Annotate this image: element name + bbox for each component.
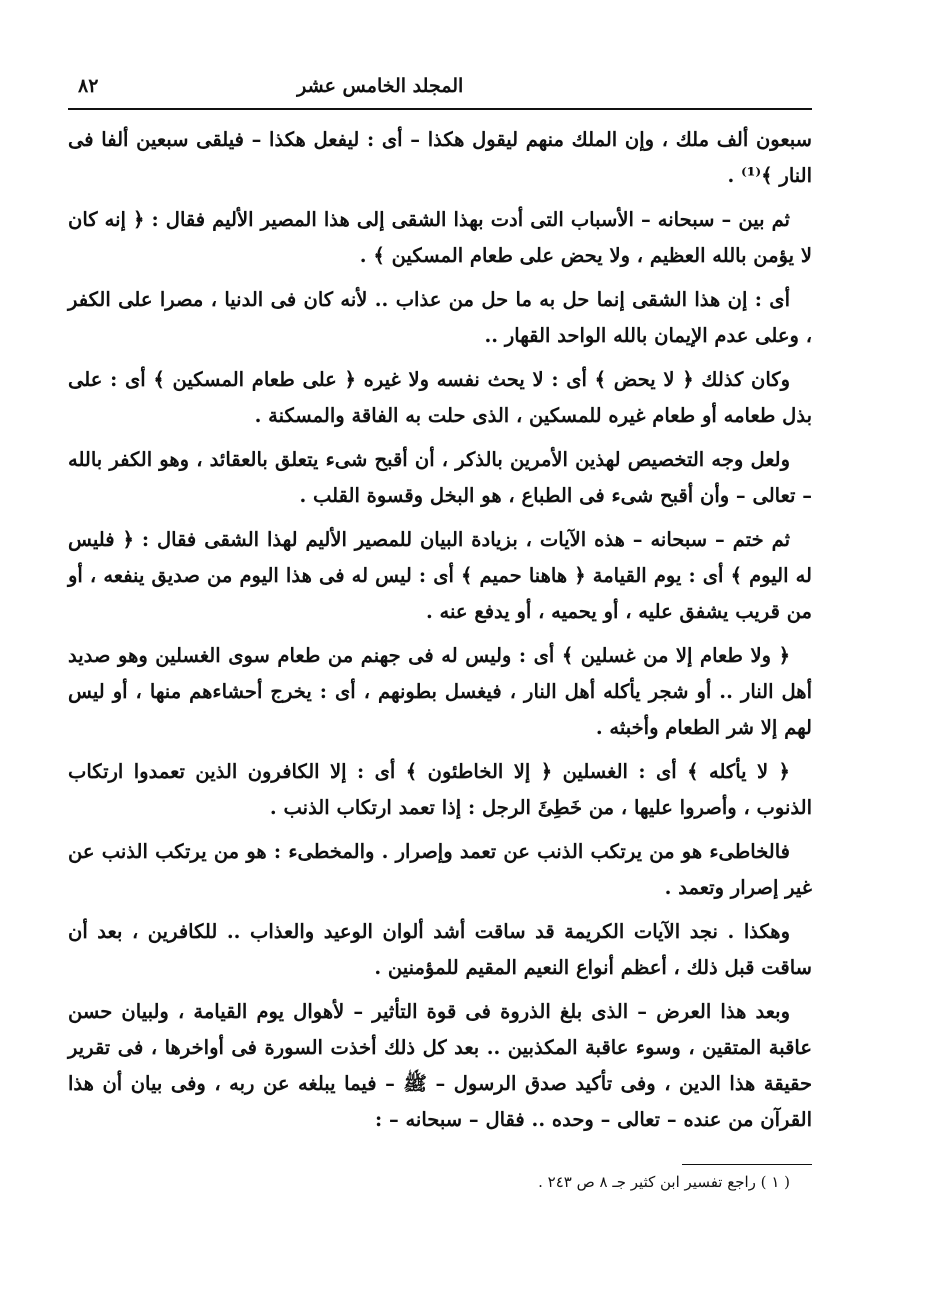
paragraph: سبعون ألف ملك ، وإن الملك منهم ليقول هكذا – أى : ليفعل هكذا – فيلقى سبعين ألفا فى النار ﴾⁽¹⁾ . bbox=[68, 128, 812, 187]
paragraph: ﴿ ولا طعام إلا من غسلين ﴾ أى : وليس له فى جهنم من طعام سوى الغسلين وهو صديد أهل النار .. أو شجر يأكله أهل النار ، فيغسل بطونهم ، أى : يخرج أحشاءهم منها ، أو ليس لهم إلا شر الطعام وأخبثه . bbox=[68, 644, 812, 739]
header-rule bbox=[68, 108, 812, 110]
paragraph: أى : إن هذا الشقى إنما حل به ما حل من عذاب .. لأنه كان فى الدنيا ، مصرا على الكفر ، وعلى عدم الإيمان بالله الواحد القهار .. bbox=[68, 288, 812, 347]
paragraph: فالخاطىء هو من يرتكب الذنب عن تعمد وإصرار . والمخطىء : هو من يرتكب الذنب عن غير إصرار وتعمد . bbox=[68, 840, 812, 899]
body-text bbox=[68, 122, 812, 1138]
paragraph: ﴿ لا يأكله ﴾ أى : الغسلين ﴿ إلا الخاطئون ﴾ أى : إلا الكافرون الذين تعمدوا ارتكاب الذنوب ، وأصروا عليها ، من خَطِئَ الرجل : إذا تعمد ارتكاب الذنب . bbox=[68, 760, 812, 819]
page-header bbox=[68, 66, 812, 106]
footnote-rule bbox=[682, 1164, 812, 1165]
paragraph: وكان كذلك ﴿ لا يحض ﴾ أى : لا يحث نفسه ولا غيره ﴿ على طعام المسكين ﴾ أى : على بذل طعامه أو طعام غيره للمسكين ، الذى حلت به الفاقة والمسكنة . bbox=[68, 368, 812, 427]
paragraph: ولعل وجه التخصيص لهذين الأمرين بالذكر ، أن أقبح شىء يتعلق بالعقائد ، وهو الكفر بالله – تعالى – وأن أقبح شىء فى الطباع ، هو البخل وقسوة القلب . bbox=[68, 448, 812, 507]
footnote: ( ١ ) راجع تفسير ابن كثير جـ ٨ ص ٢٤٣ . bbox=[538, 1173, 790, 1191]
paragraph: وهكذا . نجد الآيات الكريمة قد ساقت أشد ألوان الوعيد والعذاب .. للكافرين ، بعد أن ساقت قبل ذلك ، أعظم أنواع النعيم المقيم للمؤمنين . bbox=[68, 920, 812, 979]
book-page bbox=[68, 66, 812, 1195]
paragraph: وبعد هذا العرض – الذى بلغ الذروة فى قوة التأثير – لأهوال يوم القيامة ، ولبيان حسن عاقبة المتقين ، وسوء عاقبة المكذبين .. بعد كل ذلك أخذت السورة فى أواخرها ، فى تقرير حقيقة هذا الدين ، وفى تأكيد صدق الرسول – ﷺ – فيما يبلغه عن ربه ، وفى بيان أن هذا القرآن من عنده – تعالى – وحده .. فقال – سبحانه – : bbox=[68, 1000, 812, 1131]
paragraph: ثم ختم – سبحانه – هذه الآيات ، بزيادة البيان للمصير الأليم لهذا الشقى فقال : ﴿ فليس له اليوم ﴾ أى : يوم القيامة ﴿ هاهنا حميم ﴾ أى : ليس له فى هذا اليوم من صديق ينفعه ، أو من قريب يشفق عليه ، أو يحميه ، أو يدفع عنه . bbox=[68, 528, 812, 623]
paragraph: ثم بين – سبحانه – الأسباب التى أدت بهذا الشقى إلى هذا المصير الأليم فقال : ﴿ إنه كان لا يؤمن بالله العظيم ، ولا يحض على طعام المسكين ﴾ . bbox=[68, 208, 812, 267]
page-number: ٨٢ bbox=[78, 75, 99, 97]
volume-title: المجلد الخامس عشر bbox=[297, 75, 464, 97]
